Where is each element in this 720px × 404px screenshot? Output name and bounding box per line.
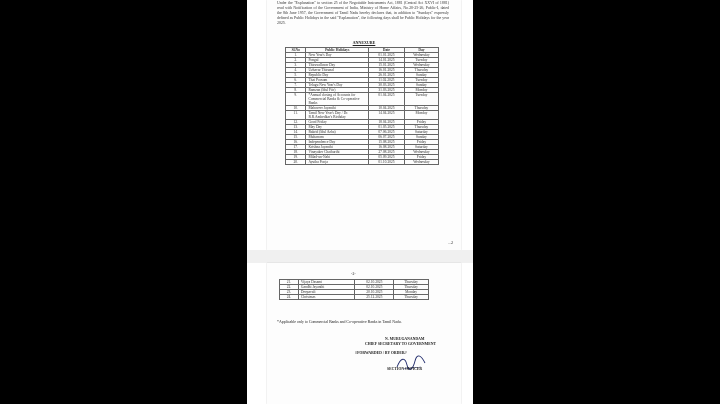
row-holiday: Vijaya Dasami (298, 280, 355, 285)
row-day: Thursday (394, 295, 429, 300)
section-officer: SECTION OFFICER (387, 367, 423, 371)
row-slno: 3. (286, 63, 306, 68)
row-day: Sunday (404, 83, 438, 88)
row-slno: 6. (286, 78, 306, 83)
row-slno: 14. (286, 130, 306, 135)
holidays-table (285, 47, 439, 165)
row-day: Thursday (394, 285, 429, 290)
row-day: Friday (404, 155, 438, 160)
row-day: Monday (404, 88, 438, 93)
row-date: 20.10.2025 (355, 290, 394, 295)
row-day: Monday (394, 290, 429, 295)
page-gap (247, 250, 473, 263)
row-slno: 17. (286, 145, 306, 150)
row-slno: 5. (286, 73, 306, 78)
row-slno: 13. (286, 125, 306, 130)
row-date: 01.05.2025 (368, 125, 404, 130)
header-day: Day (404, 48, 438, 53)
row-holiday: Mahaveer Jayanthi (306, 106, 369, 111)
row-slno: 10. (286, 106, 306, 111)
header-holiday: Public Holidays (306, 48, 369, 53)
row-date: 31.03.2025 (368, 88, 404, 93)
row-day: Thursday (404, 125, 438, 130)
row-date: 02.10.2025 (355, 280, 394, 285)
row-day: Wednesday (404, 53, 438, 58)
row-slno: 18. (286, 150, 306, 155)
row-day: Saturday (404, 145, 438, 150)
intro-paragraph: Under the "Explanation" to section 25 of the Negotiable Instruments Act, 1881 (Central Act XXVI of 1881) read with Notification of the Government of India, Ministry of Home Affairs, No.20-25-26, Public-I, dated the 8th June 1957, the Government of Tamil Nadu hereby declares that, in addition to "Sundays" expressly defined as Public Holidays in the said "Explanation", the following days shall be Public Holidays for the year 2025. (277, 1, 449, 25)
table-row (286, 111, 439, 120)
row-day: Friday (404, 140, 438, 145)
row-date: 01.10.2025 (368, 160, 404, 165)
header-date: Date (368, 48, 404, 53)
holidays-table-continued (279, 279, 429, 300)
table-row (286, 93, 439, 106)
forwarded-by-order: //FORWARDED / BY ORDER// (355, 351, 407, 355)
row-day: Wednesday (404, 150, 438, 155)
row-day: Thursday (404, 106, 438, 111)
row-holiday: Telugu New Year's Day (306, 83, 369, 88)
row-slno: 22. (280, 285, 299, 290)
page-number: -2- (351, 271, 356, 276)
row-day: Sunday (404, 135, 438, 140)
row-holiday: New Year's Day (306, 53, 369, 58)
row-slno: 15. (286, 135, 306, 140)
document-page-2 (267, 263, 461, 404)
row-day: Wednesday (404, 63, 438, 68)
left-letterbox (0, 0, 247, 404)
row-slno: 21. (280, 280, 299, 285)
row-holiday: Muharram (306, 135, 369, 140)
row-holiday: Vinayaker Chathurthi (306, 150, 369, 155)
row-holiday: Gandhi Jayanthi (298, 285, 355, 290)
row-day: Wednesday (404, 160, 438, 165)
row-holiday: Good Friday (306, 120, 369, 125)
row-holiday: Christmas (298, 295, 355, 300)
row-holiday: Uzhavar Thirunal (306, 68, 369, 73)
row-date: 01.04.2025 (368, 93, 404, 106)
row-holiday: Krishna Jayanthi (306, 145, 369, 150)
row-holiday: Independence Day (306, 140, 369, 145)
row-day: Sunday (404, 73, 438, 78)
row-day: Monday (404, 111, 438, 120)
row-date: 16.08.2025 (368, 145, 404, 150)
document-page-1 (267, 0, 461, 250)
right-letterbox (473, 0, 720, 404)
row-date: 18.04.2025 (368, 120, 404, 125)
row-date: 06.07.2025 (368, 135, 404, 140)
header-slno: Sl.No (286, 48, 306, 53)
row-slno: 23. (280, 290, 299, 295)
row-slno: 8. (286, 88, 306, 93)
row-holiday: Republic Day (306, 73, 369, 78)
row-holiday: *Annual closing of Accounts for Commercial Banks & Co-operative Banks (306, 93, 369, 106)
row-day: Tuesday (404, 93, 438, 106)
row-date: 10.04.2025 (368, 106, 404, 111)
document-viewer[interactable] (247, 0, 473, 404)
row-holiday: May Day (306, 125, 369, 130)
row-date: 11.02.2025 (368, 78, 404, 83)
row-holiday: Tamil New Year's Day / Dr. B.R.Ambedkar's Birthday (306, 111, 369, 120)
row-slno: 1. (286, 53, 306, 58)
footnote: *Applicable only to Commercial Banks and Co-operative Banks in Tamil Nadu. (277, 320, 402, 324)
signatory-name: N. MURUGANANDAM (385, 337, 425, 341)
row-slno: 19. (286, 155, 306, 160)
row-slno: 16. (286, 140, 306, 145)
row-date: 26.01.2025 (368, 73, 404, 78)
row-slno: 9. (286, 93, 306, 106)
row-slno: 12. (286, 120, 306, 125)
row-slno: 24. (280, 295, 299, 300)
row-date: 30.03.2025 (368, 83, 404, 88)
table-row (280, 295, 429, 300)
row-date: 02.10.2025 (355, 285, 394, 290)
row-day: Friday (404, 120, 438, 125)
row-date: 01.01.2025 (368, 53, 404, 58)
annexure-title: ANNEXURE (352, 40, 376, 45)
row-slno: 2. (286, 58, 306, 63)
row-holiday: Milad-un-Nabi (306, 155, 369, 160)
row-day: Thursday (394, 280, 429, 285)
row-holiday: Thai Poosam (306, 78, 369, 83)
row-day: Tuesday (404, 78, 438, 83)
row-date: 15.08.2025 (368, 140, 404, 145)
row-date: 16.01.2025 (368, 68, 404, 73)
row-date: 25.12.2025 (355, 295, 394, 300)
row-slno: 20. (286, 160, 306, 165)
row-holiday: Pongal (306, 58, 369, 63)
row-date: 14.04.2025 (368, 111, 404, 120)
row-holiday: Ayutha Pooja (306, 160, 369, 165)
continued-marker: ...2 (448, 240, 453, 245)
row-day: Tuesday (404, 58, 438, 63)
row-holiday: Bakrid (Idul Azha) (306, 130, 369, 135)
row-date: 07.06.2025 (368, 130, 404, 135)
row-date: 05.09.2025 (368, 155, 404, 160)
row-day: Saturday (404, 130, 438, 135)
row-slno: 7. (286, 83, 306, 88)
row-day: Thursday (404, 68, 438, 73)
row-holiday: Deepavali (298, 290, 355, 295)
signatory-title: CHIEF SECRETARY TO GOVERNMENT (365, 342, 436, 346)
row-slno: 4. (286, 68, 306, 73)
row-holiday: Thiruvalluvar Day (306, 63, 369, 68)
row-date: 27.08.2025 (368, 150, 404, 155)
row-date: 15.01.2025 (368, 63, 404, 68)
table-row (286, 160, 439, 165)
row-slno: 11. (286, 111, 306, 120)
row-holiday: Ramzan (Idul Fitr) (306, 88, 369, 93)
row-date: 14.01.2025 (368, 58, 404, 63)
